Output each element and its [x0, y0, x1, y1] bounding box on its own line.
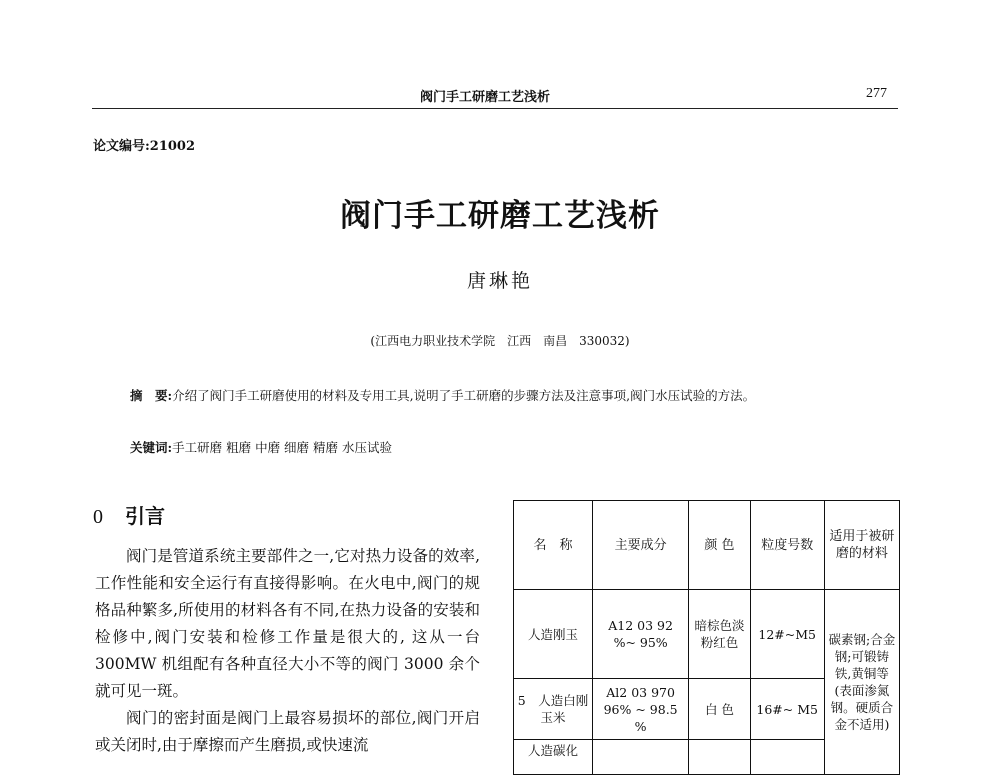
- table-cell-name: 人造刚玉: [514, 590, 593, 679]
- section-title: 引言: [125, 504, 165, 528]
- table-header-cell: 粒度号数: [750, 501, 824, 590]
- section-number: 0: [93, 506, 103, 528]
- running-header-title: 阀门手工研磨工艺浅析: [420, 90, 551, 105]
- table-cell-composition: [592, 740, 688, 775]
- table-header-cell: 颜 色: [689, 501, 750, 590]
- affiliation: (江西电力职业技术学院 江西 南昌 330032): [370, 334, 630, 348]
- table-header-cell: 名 称: [514, 501, 593, 590]
- paper-id: 论文编号:21002: [93, 139, 196, 154]
- table-row: [514, 590, 900, 679]
- keywords-label: 关键词:: [130, 440, 173, 455]
- table-cell-grit: 12#~M5: [750, 590, 824, 679]
- header-rule: [92, 108, 898, 109]
- table-header-row: [514, 501, 900, 590]
- abstract-text: 介绍了阀门手工研磨使用的材料及专用工具,说明了手工研磨的步骤方法及注意事项,阀门水压试验的方法。: [172, 388, 756, 403]
- table-cell-color: 白 色: [689, 679, 750, 740]
- page-number: 277: [866, 86, 887, 101]
- table-header-cell: 主要成分: [592, 501, 688, 590]
- abstract: [130, 384, 870, 408]
- table-cell-color: 暗棕色淡粉红色: [689, 590, 750, 679]
- section-heading: [93, 500, 165, 529]
- abrasive-materials-table: [513, 500, 900, 775]
- body-paragraph: 阀门是管道系统主要部件之一,它对热力设备的效率,工作性能和安全运行有直接得影响。在火电中,阀门的规格品种繁多,所使用的材料各有不同,在热力设备的安装和检修中,阀门安装和检修工作量是很大的, 这从一台 300MW 机组配有各种直径大小不等的阀门 3000 余个就可见一斑。: [95, 547, 480, 700]
- table-cell-grit: [750, 740, 824, 775]
- keywords: [130, 438, 870, 456]
- body-paragraph: 阀门的密封面是阀门上最容易损坏的部位,阀门开启或关闭时,由于摩擦而产生磨损,或快速流: [95, 709, 480, 754]
- paper-title: 阀门手工研磨工艺浅析: [340, 198, 660, 234]
- keywords-text: 手工研磨 粗磨 中磨 细磨 精磨 水压试验: [172, 440, 392, 455]
- table-cell-color: [689, 740, 750, 775]
- body-text: [95, 543, 480, 759]
- abstract-label: 摘 要:: [130, 388, 173, 403]
- table-cell-composition: A12 03 92 %~ 95%: [592, 590, 688, 679]
- author: 唐琳艳: [466, 270, 533, 292]
- table-cell-composition: Al2 03 970 96% ~ 98.5 %: [592, 679, 688, 740]
- table-cell-name: 人造碳化: [514, 740, 593, 775]
- table-cell-name: 5 人造白刚玉米: [514, 679, 593, 740]
- table-cell-applicable: 碳素钢;合金钢;可锻铸铁,黄铜等(表面渗氮钢。硬质合金不适用): [824, 590, 899, 775]
- table-cell-grit: 16#~ M5: [750, 679, 824, 740]
- table-header-cell: 适用于被研磨的材料: [824, 501, 899, 590]
